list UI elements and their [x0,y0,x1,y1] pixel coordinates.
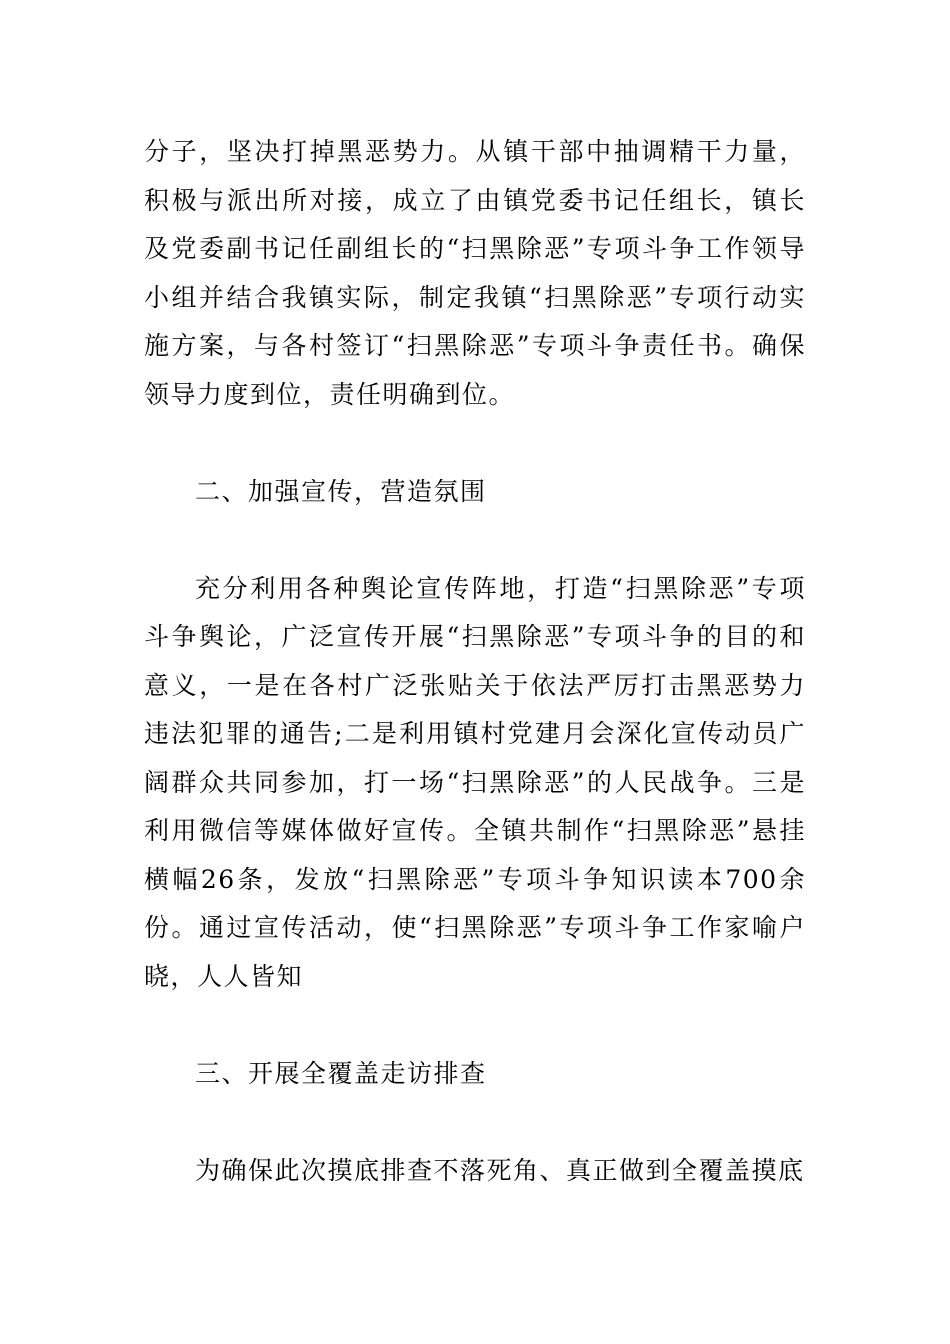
paragraph-leadership: 分子，坚决打掉黑恶势力。从镇干部中抽调精干力量，积极与派出所对接，成立了由镇党委书记任组长，镇长及党委副书记任副组长的“扫黑除恶”专项斗争工作领导小组并结合我镇实际，制定我镇“扫黑除恶”专项行动实施方案，与各村签订“扫黑除恶”专项斗争责任书。确保领导力度到位，责任明确到位。 [144,137,806,409]
section-heading-survey: 三、开展全覆盖走访排查 [195,1058,487,1088]
section-heading-publicity: 二、加强宣传，营造氛围 [195,476,487,506]
document-body [144,128,806,1195]
paragraph-publicity: 充分利用各种舆论宣传阵地，打造“扫黑除恶”专项斗争舆论，广泛宣传开展“扫黑除恶”专项斗争的目的和意义，一是在各村广泛张贴关于依法严厉打击黑恶势力违法犯罪的通告;二是利用镇村党建月会深化宣传动员广阔群众共同参加，打一场“扫黑除恶”的人民战争。三是利用微信等媒体做好宣传。全镇共制作“扫黑除恶”悬挂横幅26条，发放“扫黑除恶”专项斗争知识读本700余份。通过宣传活动，使“扫黑除恶”专项斗争工作家喻户晓，人人皆知 [144,573,806,991]
paragraph-survey: 为确保此次摸底排查不落死角、真正做到全覆盖摸底 [195,1155,805,1185]
